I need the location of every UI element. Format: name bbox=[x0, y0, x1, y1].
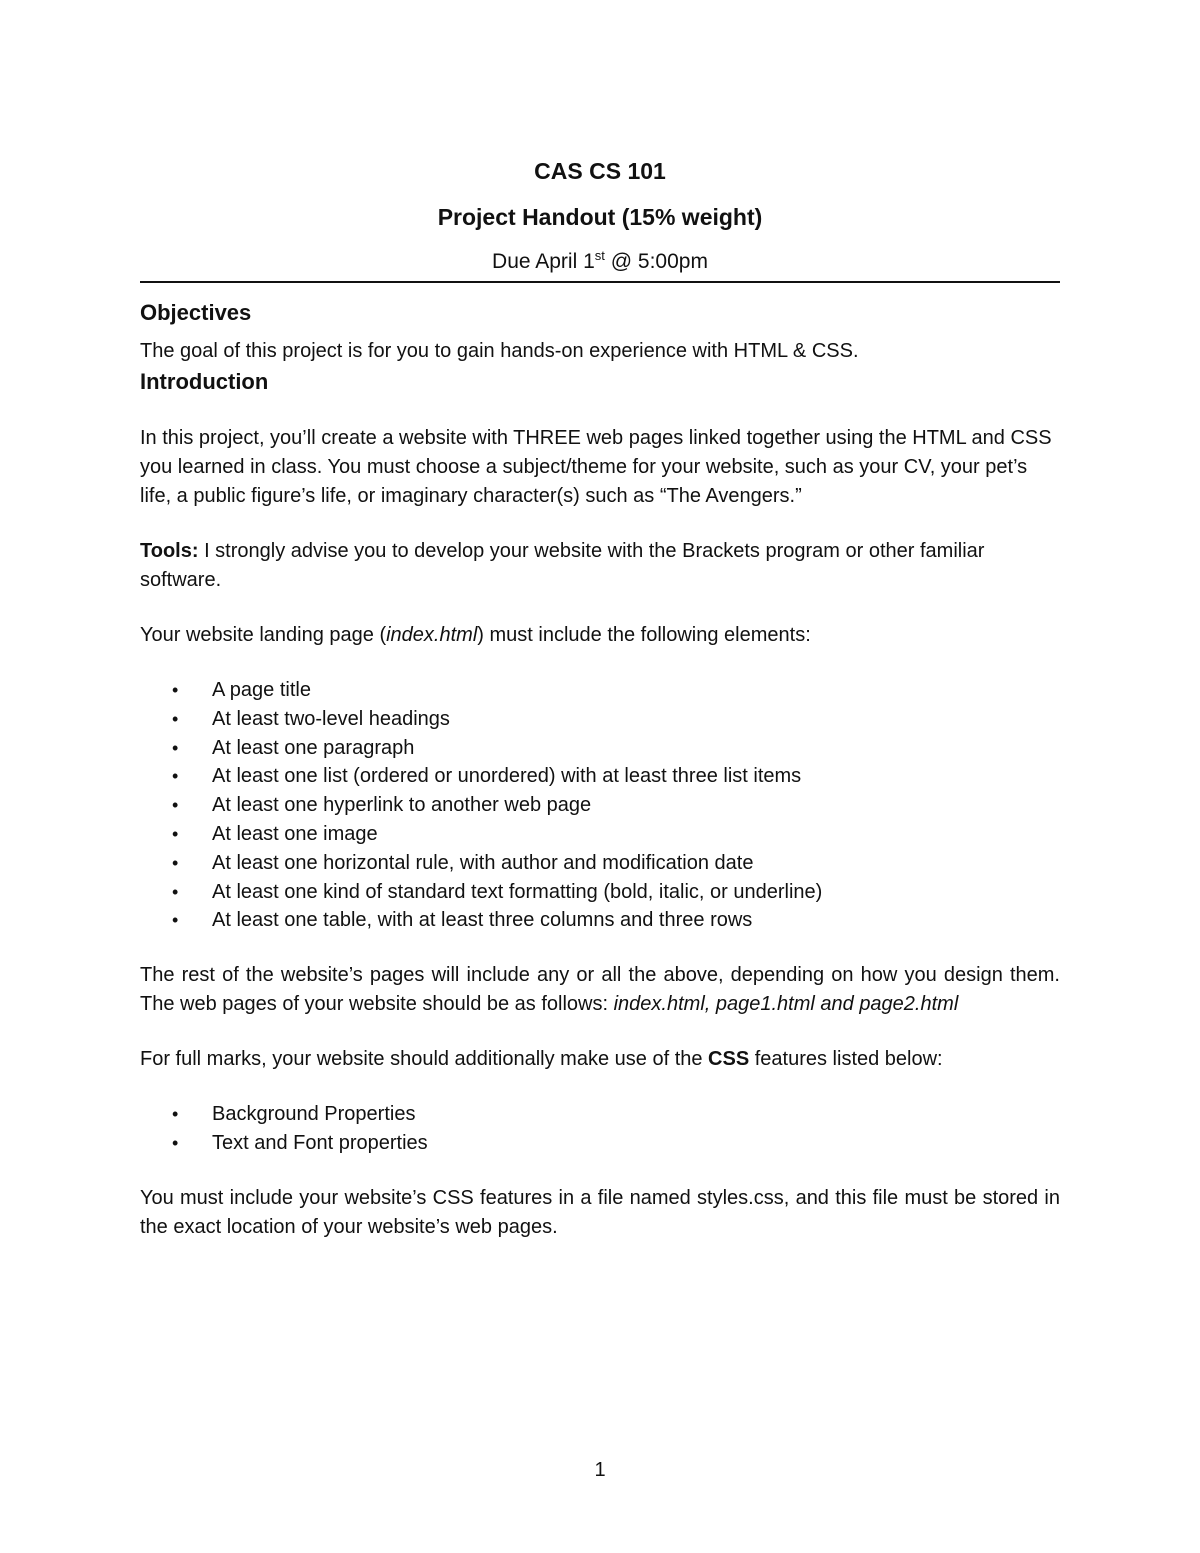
list-item bbox=[140, 906, 1060, 935]
bullet-icon: • bbox=[172, 708, 179, 729]
bullet-icon: • bbox=[172, 881, 179, 902]
page-number: 1 bbox=[594, 1459, 606, 1481]
bullet-icon: • bbox=[172, 852, 179, 873]
css-suffix: features listed below: bbox=[749, 1048, 943, 1071]
landing-suffix: ) must include the following elements: bbox=[477, 624, 811, 646]
rest-files: index.html, page1.html and page2.html bbox=[613, 993, 959, 1016]
document-header bbox=[140, 155, 1060, 277]
bullet-icon: • bbox=[172, 1104, 179, 1125]
introduction-paragraph: In this project, you’ll create a website with THREE web pages linked together using the HTML and CSS you learned in class. You must choose a subject/theme for your website, such as your CV, your pet’s life, a public figure’s life, or imaginary character(s) such as “The Avengers.” bbox=[140, 427, 1052, 507]
list-item bbox=[140, 791, 1060, 820]
tools-paragraph bbox=[140, 537, 1060, 595]
course-title: CAS CS 101 bbox=[534, 158, 666, 184]
list-item-text: At least two-level headings bbox=[212, 707, 450, 730]
list-item bbox=[140, 762, 1060, 791]
tools-text: I strongly advise you to develop your website with the Brackets program or other familiar software. bbox=[140, 540, 985, 591]
landing-file: index.html bbox=[386, 624, 478, 646]
list-item-text: At least one image bbox=[212, 822, 378, 845]
list-item bbox=[140, 734, 1060, 763]
due-date bbox=[140, 247, 1060, 277]
due-superscript: st bbox=[594, 248, 605, 263]
list-item bbox=[140, 705, 1060, 734]
required-elements-list bbox=[140, 676, 1060, 935]
due-prefix: Due April 1 bbox=[492, 250, 595, 273]
bullet-icon: • bbox=[172, 910, 179, 931]
rest-paragraph bbox=[140, 961, 1060, 1019]
landing-prefix: Your website landing page ( bbox=[140, 624, 387, 646]
css-features-list bbox=[140, 1100, 1060, 1158]
list-item-text: At least one kind of standard text formatting (bold, italic, or underline) bbox=[212, 880, 823, 903]
list-item-text: A page title bbox=[212, 679, 311, 701]
list-item bbox=[140, 1129, 1060, 1158]
list-item bbox=[140, 1100, 1060, 1129]
list-item-text: At least one table, with at least three columns and three rows bbox=[212, 909, 753, 932]
rest-text: The rest of the website’s pages will include any or all the above, depending on how you design them. The web pages of your website should be as follows: bbox=[140, 964, 1060, 1016]
handout-title: Project Handout (15% weight) bbox=[437, 204, 763, 230]
list-item-text: Background Properties bbox=[212, 1103, 416, 1126]
document-body bbox=[140, 297, 1060, 1242]
list-item-text: At least one paragraph bbox=[212, 736, 415, 759]
list-item-text: Text and Font properties bbox=[212, 1131, 428, 1154]
bullet-icon: • bbox=[172, 823, 179, 844]
bullet-icon: • bbox=[172, 680, 179, 700]
list-item bbox=[140, 849, 1060, 878]
header-divider bbox=[140, 281, 1060, 283]
list-item-text: At least one horizontal rule, with author and modification date bbox=[212, 851, 754, 874]
bullet-icon: • bbox=[172, 1132, 179, 1153]
list-item bbox=[140, 676, 1060, 705]
final-paragraph: You must include your website’s CSS features in a file named styles.css, and this file must be stored in the exact location of your website’s web pages. bbox=[140, 1186, 1060, 1238]
bullet-icon: • bbox=[172, 766, 179, 787]
bullet-icon: • bbox=[172, 737, 179, 758]
list-item bbox=[140, 878, 1060, 907]
objectives-heading: Objectives bbox=[140, 300, 252, 325]
bullet-icon: • bbox=[172, 795, 179, 816]
landing-page-paragraph bbox=[140, 621, 1060, 650]
objectives-text: The goal of this project is for you to gain hands-on experience with HTML & CSS. bbox=[140, 340, 859, 362]
css-prefix: For full marks, your website should additionally make use of the bbox=[140, 1048, 709, 1071]
tools-label: Tools: bbox=[140, 540, 199, 562]
css-paragraph bbox=[140, 1045, 1060, 1074]
introduction-heading: Introduction bbox=[140, 369, 269, 394]
css-bold: CSS bbox=[708, 1048, 750, 1071]
list-item bbox=[140, 820, 1060, 849]
list-item-text: At least one list (ordered or unordered) with at least three list items bbox=[212, 765, 802, 788]
list-item-text: At least one hyperlink to another web page bbox=[212, 794, 592, 817]
due-suffix: @ 5:00pm bbox=[604, 250, 708, 273]
